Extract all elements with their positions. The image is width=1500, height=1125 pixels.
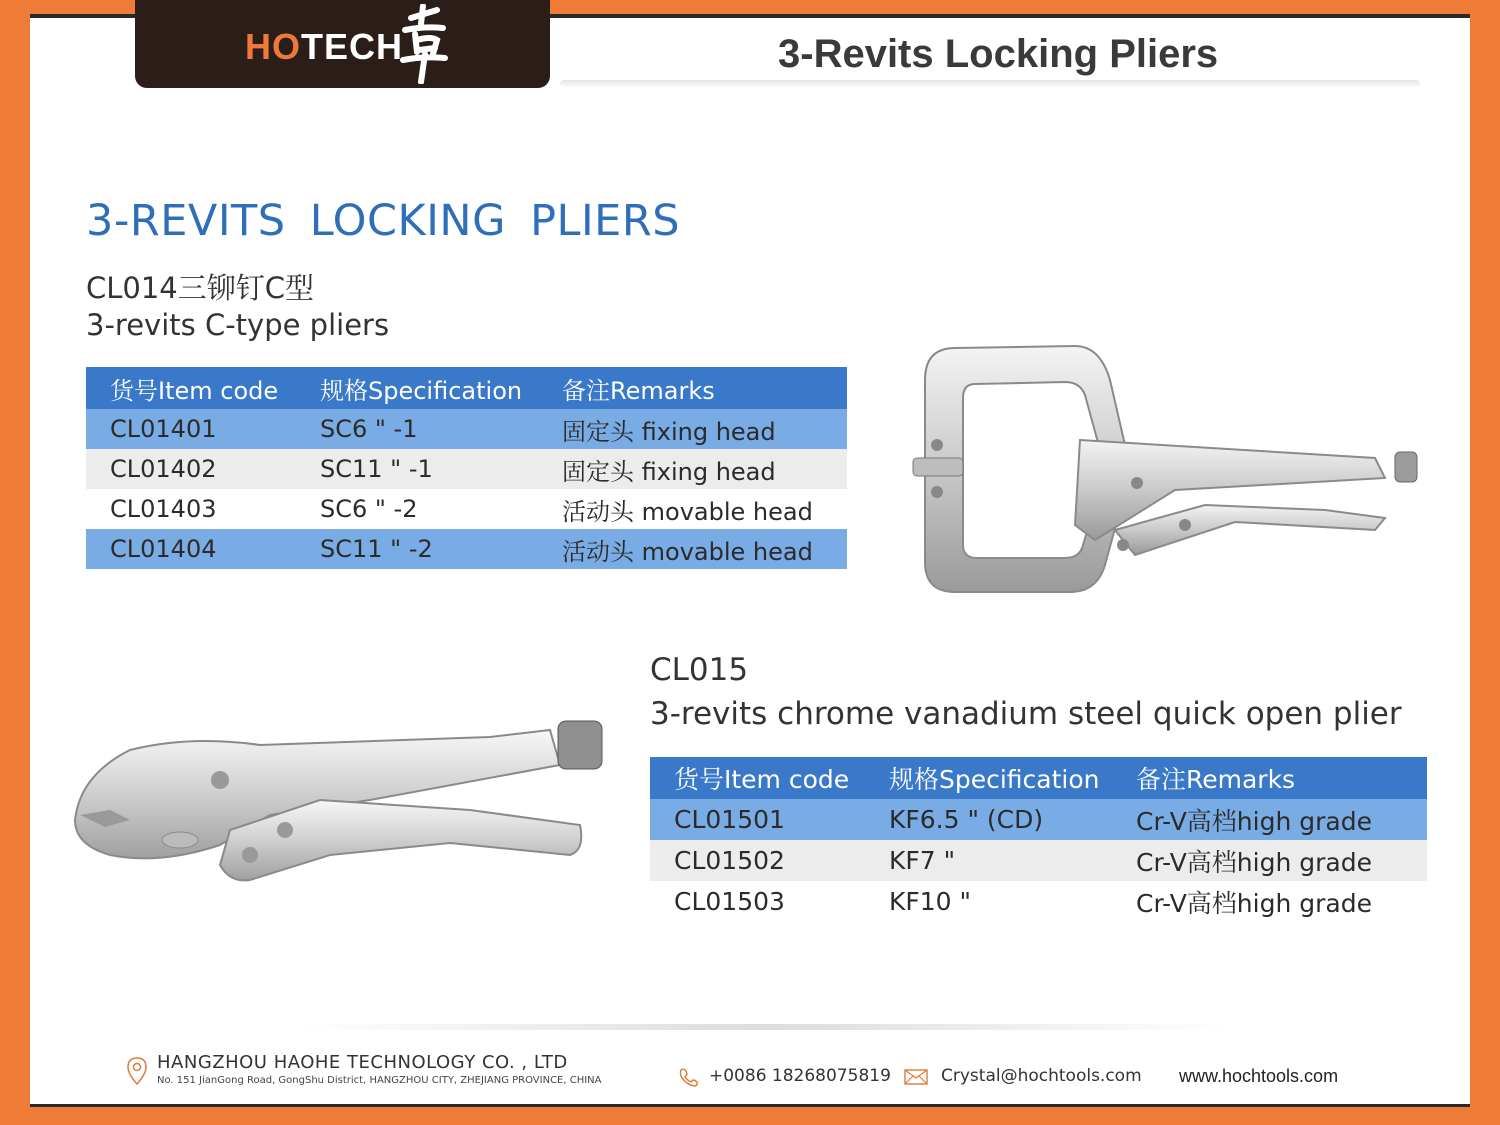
header-divider	[560, 80, 1420, 88]
cell-remarks: 固定头 fixing head	[538, 409, 847, 449]
cell-specification: SC6 " -1	[296, 409, 538, 449]
logo-text: HOTECH	[245, 26, 403, 67]
company-name: HANGZHOU HAOHE TECHNOLOGY CO. , LTD	[157, 1052, 568, 1073]
table-header-row	[86, 367, 847, 409]
table-row	[86, 449, 847, 489]
cell-item-code: CL01404	[86, 529, 296, 569]
product2-spec-table	[650, 757, 1427, 922]
location-pin-icon	[127, 1057, 147, 1085]
col-remarks: 备注Remarks	[538, 367, 847, 409]
cell-remarks: Cr-V高档high grade	[1112, 799, 1427, 840]
cell-item-code: CL01503	[650, 881, 865, 922]
cell-item-code: CL01501	[650, 799, 865, 840]
table-row	[86, 489, 847, 529]
quick-open-plier-image	[70, 715, 610, 900]
cell-specification: SC6 " -2	[296, 489, 538, 529]
product1-code: CL014三铆钉C型	[86, 271, 315, 305]
product2-name: 3-revits chrome vanadium steel quick open plier	[650, 696, 1402, 732]
cell-specification: KF10 "	[865, 881, 1112, 922]
product2-code: CL015	[650, 652, 749, 688]
table-header-row	[650, 757, 1427, 799]
cell-remarks: Cr-V高档high grade	[1112, 840, 1427, 881]
product1-name: 3-revits C-type pliers	[86, 308, 390, 342]
cell-specification: SC11 " -1	[296, 449, 538, 489]
logo-calligraphy-icon	[397, 4, 449, 84]
phone-icon	[678, 1067, 700, 1087]
cell-specification: KF6.5 " (CD)	[865, 799, 1112, 840]
col-item-code: 货号Item code	[86, 367, 296, 409]
cell-item-code: CL01402	[86, 449, 296, 489]
email-link[interactable]: Crystal@hochtools.com	[941, 1066, 1142, 1086]
product1-spec-table	[86, 367, 847, 569]
table-row	[650, 840, 1427, 881]
cell-remarks: 活动头 movable head	[538, 529, 847, 569]
col-remarks: 备注Remarks	[1112, 757, 1427, 799]
table-row	[650, 881, 1427, 922]
col-specification: 规格Specification	[865, 757, 1112, 799]
col-specification: 规格Specification	[296, 367, 538, 409]
c-type-pliers-image	[905, 340, 1425, 600]
cell-specification: SC11 " -2	[296, 529, 538, 569]
phone-number[interactable]: +0086 18268075819	[709, 1066, 891, 1086]
bottom-frame-line	[30, 1104, 1470, 1107]
cell-item-code: CL01502	[650, 840, 865, 881]
cell-remarks: Cr-V高档high grade	[1112, 881, 1427, 922]
cell-remarks: 活动头 movable head	[538, 489, 847, 529]
section-title: 3-REVITS LOCKING PLIERS	[86, 196, 680, 246]
table-row	[86, 409, 847, 449]
mail-icon	[904, 1069, 928, 1085]
cell-specification: KF7 "	[865, 840, 1112, 881]
table-row	[86, 529, 847, 569]
footer-divider	[300, 1024, 1230, 1030]
col-item-code: 货号Item code	[650, 757, 865, 799]
brand-logo	[135, 0, 550, 88]
page-title: 3-Revits Locking Pliers	[778, 32, 1219, 76]
table-row	[650, 799, 1427, 840]
cell-item-code: CL01403	[86, 489, 296, 529]
cell-remarks: 固定头 fixing head	[538, 449, 847, 489]
website-link[interactable]: www.hochtools.com	[1179, 1066, 1339, 1086]
cell-item-code: CL01401	[86, 409, 296, 449]
company-address: No. 151 JianGong Road, GongShu District, HANGZHOU CITY, ZHEJIANG PROVINCE, CHINA	[157, 1075, 602, 1086]
